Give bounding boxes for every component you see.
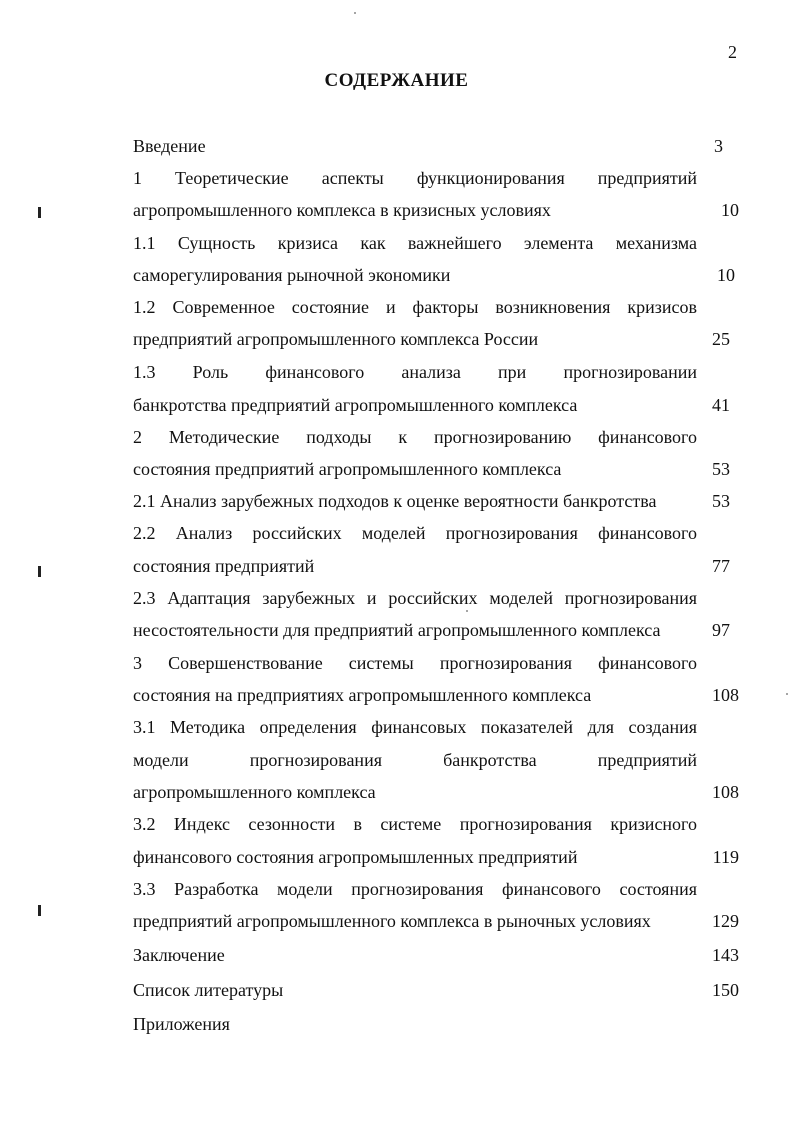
toc-page-number: 25 [712,329,730,349]
toc-page-number: 3 [714,136,723,156]
toc-entry-section-1-2[interactable]: 1.2 Современное состояние и факторы возникновения кризисов [133,297,697,317]
toc-entry-section-3-1[interactable]: 3.1 Методика определения финансовых показателей для создания [133,717,697,737]
toc-page-number: 41 [712,395,730,415]
toc-page-number: 10 [721,200,739,220]
toc-page-number: 143 [712,945,739,965]
toc-entry-appendices[interactable]: Приложения [133,1014,230,1034]
toc-entry-chapter-1[interactable]: 1 Теоретические аспекты функционирования предприятий [133,168,697,188]
toc-entry-chapter-3-cont[interactable]: состояния на предприятиях агропромышленного комплекса [133,685,592,705]
page-title: СОДЕРЖАНИЕ [324,70,469,91]
toc-entry-section-3-1-cont[interactable]: модели прогнозирования банкротства предприятий [133,750,697,770]
toc-page-number: 129 [712,911,739,931]
toc-entry-chapter-3[interactable]: 3 Совершенствование системы прогнозирования финансового [133,653,697,673]
toc-entry-section-3-3[interactable]: 3.3 Разработка модели прогнозирования финансового состояния [133,879,697,899]
toc-entry-section-3-2[interactable]: 3.2 Индекс сезонности в системе прогнозирования кризисного [133,814,697,834]
toc-entry-section-2-2-cont[interactable]: состояния предприятий [133,556,315,576]
toc-page-number: 108 [712,685,739,705]
toc-page-number: 119 [712,847,739,867]
toc-entry-section-1-1-cont[interactable]: саморегулирования рыночной экономики [133,265,451,285]
toc-entry-section-3-3-cont[interactable]: предприятий агропромышленного комплекса в рыночных условиях [133,911,651,931]
toc-page-number: 150 [712,980,739,1000]
toc-entry-section-1-2-cont[interactable]: предприятий агропромышленного комплекса России [133,329,539,349]
toc-entry-references[interactable]: Список литературы [133,980,284,1000]
toc-entry-introduction[interactable]: Введение [133,136,206,156]
toc-page-number: 77 [712,556,730,576]
toc-entry-section-1-3-cont[interactable]: банкротства предприятий агропромышленного комплекса [133,395,578,415]
toc-entry-chapter-1-cont[interactable]: агропромышленного комплекса в кризисных условиях [133,200,551,220]
toc-page-number: 10 [717,265,735,285]
toc-entry-conclusion[interactable]: Заключение [133,945,225,965]
toc-entry-section-1-3[interactable]: 1.3 Роль финансового анализа при прогнозировании [133,362,697,382]
toc-entry-chapter-2[interactable]: 2 Методические подходы к прогнозированию финансового [133,427,697,447]
toc-entry-section-2-1[interactable]: 2.1 Анализ зарубежных подходов к оценке вероятности банкротства [133,491,657,511]
toc-entry-section-3-2-cont[interactable]: финансового состояния агропромышленных предприятий [133,847,578,867]
toc-entry-section-2-2[interactable]: 2.2 Анализ российских моделей прогнозирования финансового [133,523,697,543]
toc-page-number: 53 [712,491,730,511]
toc-entry-chapter-2-cont[interactable]: состояния предприятий агропромышленного комплекса [133,459,562,479]
toc-page-number: 97 [712,620,730,640]
toc-entry-section-1-1[interactable]: 1.1 Сущность кризиса как важнейшего элемента механизма [133,233,697,253]
toc-entry-section-3-1-cont[interactable]: агропромышленного комплекса [133,782,376,802]
toc-entry-section-2-3-cont[interactable]: несостоятельности для предприятий агропромышленного комплекса [133,620,661,640]
toc-page-number: 53 [712,459,730,479]
toc-page-number: 108 [712,782,739,802]
toc-entry-section-2-3[interactable]: 2.3 Адаптация зарубежных и российских моделей прогнозирования [133,588,697,608]
page-number: 2 [728,42,737,62]
